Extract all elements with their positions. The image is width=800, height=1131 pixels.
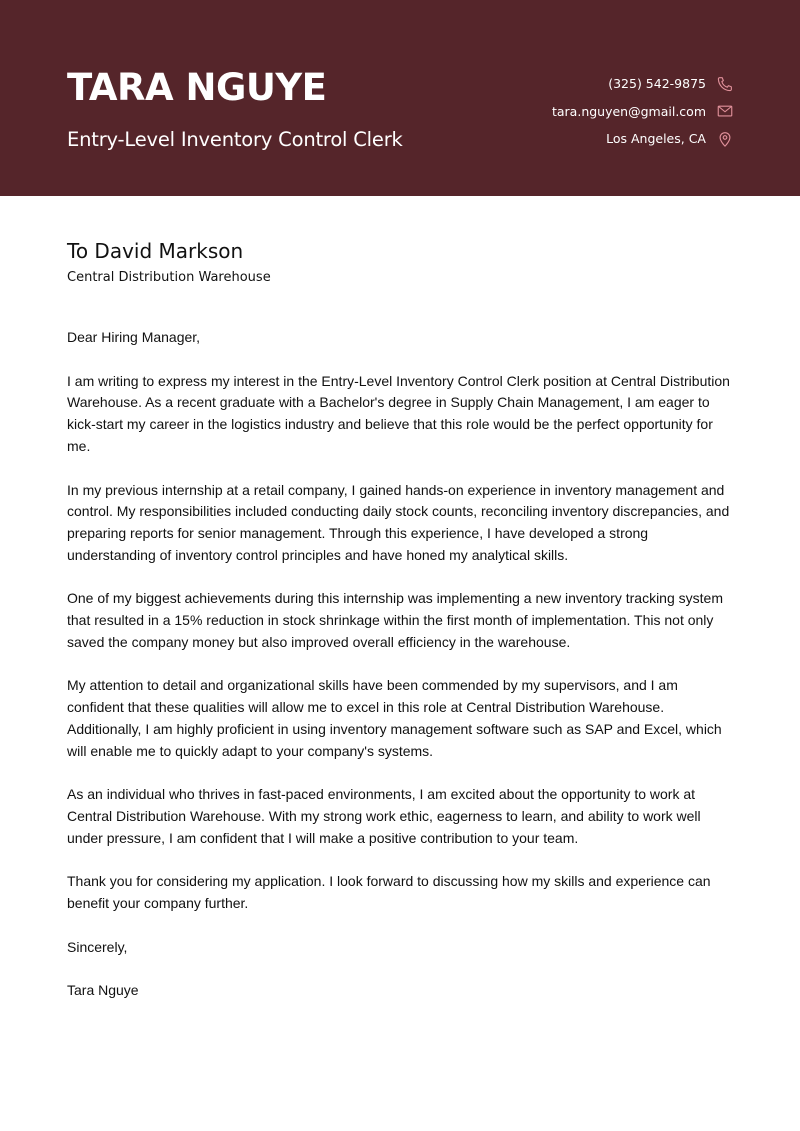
letter-content [67, 327, 737, 1024]
paragraph: As an individual who thrives in fast-paced environments, I am excited about the opportunity to work at Central Distribution Warehouse. With my strong work ethic, eagerness to learn, and ability to work well under pressure, I am confident that I will make a positive contribution to your team. [67, 786, 701, 846]
closing: Sincerely, [67, 938, 128, 955]
paragraph: Thank you for considering my application. I look forward to discussing how my skills and experience can benefit your company further. [67, 873, 711, 912]
location: Los Angeles, CA [606, 131, 706, 147]
recipient-name: To David Markson [67, 239, 244, 263]
phone-number: (325) 542-9875 [608, 76, 706, 92]
paragraph: My attention to detail and organizational skills have been commended by my supervisors, and I am confident that these qualities will allow me to excel in this role at Central Distribution Warehouse. Additionally, I am highly proficient in using inventory management software such as SAP and Excel, which will enable me to quickly adapt to your company's systems. [67, 677, 722, 759]
job-title: Entry-Level Inventory Control Clerk [67, 128, 403, 151]
paragraph: I am writing to express my interest in the Entry-Level Inventory Control Clerk position at Central Distribution Warehouse. As a recent graduate with a Bachelor's degree in Supply Chain Management, I am eager to kick-start my career in the logistics industry and believe that this role would be the perfect opportunity for me. [67, 372, 730, 454]
contact-info [552, 70, 734, 153]
location-pin-icon [716, 130, 734, 148]
email-address[interactable]: tara.nguyen@gmail.com [551, 103, 706, 119]
recipient-company: Central Distribution Warehouse [67, 270, 271, 285]
header-banner [0, 0, 800, 196]
applicant-name: TARA NGUYE [67, 66, 327, 109]
phone-icon [716, 75, 734, 93]
contact-location [606, 125, 734, 153]
mail-icon [716, 102, 734, 120]
salutation: Dear Hiring Manager, [67, 329, 201, 345]
signature: Tara Nguye [67, 982, 139, 999]
contact-phone [608, 70, 734, 98]
paragraph: One of my biggest achievements during this internship was implementing a new inventory tracking system that resulted in a 15% reduction in stock shrinkage within the first month of implementation. This not only saved the company money but also improved overall efficiency in the warehouse. [67, 590, 723, 650]
paragraph: In my previous internship at a retail company, I gained hands-on experience in inventory management and control. My responsibilities included conducting daily stock counts, reconciling inventory discrepancies, and preparing reports for senior management. Through this experience, I have developed a strong understanding of inventory control principles and have honed my analytical skills. [67, 481, 730, 563]
contact-email [552, 98, 734, 126]
